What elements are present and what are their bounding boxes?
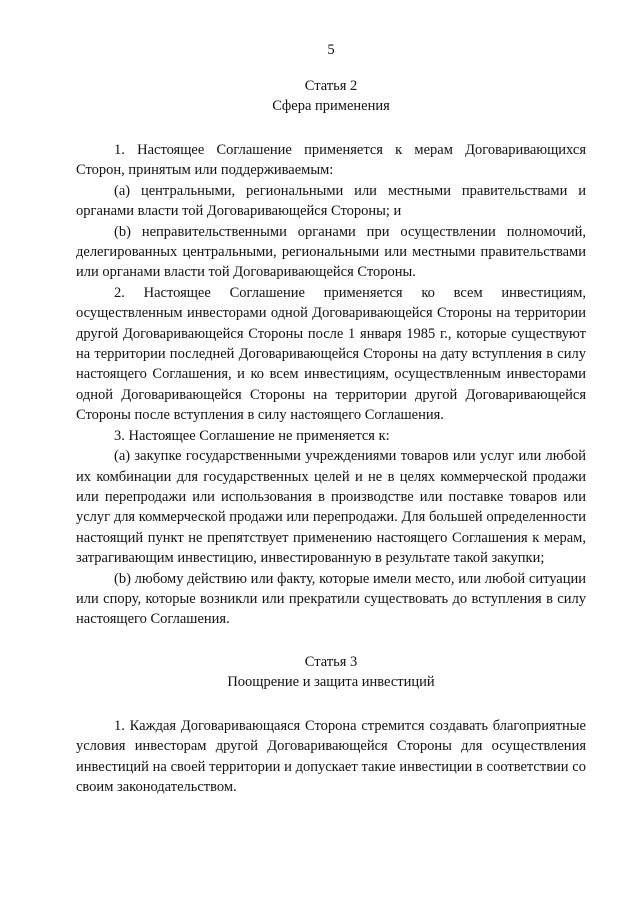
article-2-paragraph-2: 2. Настоящее Соглашение применяется ко всем инвестициям, осуществленным инвесторами одной Договаривающейся Стороны на территории другой Договаривающейся Стороны после 1 января 1985 г., которые существуют на территории последней Договаривающейся Стороны на дату вступления в силу настоящего Соглашения, и ко всем инвестициям, осуществленным инвесторами одной Договаривающейся Стороны на территории другой Договаривающейся Стороны после вступления в силу настоящего Соглашения. bbox=[76, 284, 586, 424]
article-3-paragraph-1: 1. Каждая Договаривающаяся Сторона стремится создавать благоприятные условия инвесторам другой Договаривающейся Стороны для осуществления инвестиций на своей территории и допускает такие инвестиции в соответствии со своим законодательством. bbox=[76, 717, 586, 795]
article-2 bbox=[76, 76, 586, 630]
article-2-paragraph-1b: (b) неправительственными органами при осуществлении полномочий, делегированных центральными, региональными или местными правительствами или органами власти той Договаривающейся Стороны. bbox=[76, 223, 586, 281]
article-3-number: Статья 3 bbox=[304, 653, 358, 670]
article-2-gap bbox=[76, 116, 586, 140]
section-break bbox=[76, 630, 586, 652]
article-3-title: Поощрение и защита инвестиций bbox=[227, 673, 435, 690]
article-3 bbox=[76, 652, 586, 798]
article-2-paragraph-1: 1. Настоящее Соглашение применяется к мерам Договаривающихся Сторон, принятым или поддерживаемым: bbox=[76, 142, 586, 179]
article-2-paragraph-3a: (a) закупке государственными учреждениями товаров или услуг или любой их комбинации для государственных целей и не в целях коммерческой продажи или перепродажи или использования в производстве или поставке товаров или услуг для коммерческой продажи или перепродажи. Для большей определенности настоящий пункт не препятствует применению настоящего Соглашения к мерам, затрагивающим инвестицию, инвестированную в результате такой закупки; bbox=[76, 448, 586, 567]
article-2-number: Статья 2 bbox=[304, 78, 358, 94]
article-2-paragraph-3: 3. Настоящее Соглашение не применяется к: bbox=[114, 427, 390, 444]
article-2-paragraph-1a: (a) центральными, региональными или местными правительствами и органами власти той Договаривающейся Стороны; и bbox=[76, 182, 586, 220]
article-2-paragraph-3b: (b) любому действию или факту, которые имели место, или любой ситуации или спору, которые возникли или прекратили существовать до вступления в силу настоящего Соглашения. bbox=[76, 570, 586, 628]
article-3-gap bbox=[76, 692, 586, 716]
article-2-title: Сфера применения bbox=[272, 98, 390, 114]
page-number: 5 bbox=[327, 42, 335, 58]
